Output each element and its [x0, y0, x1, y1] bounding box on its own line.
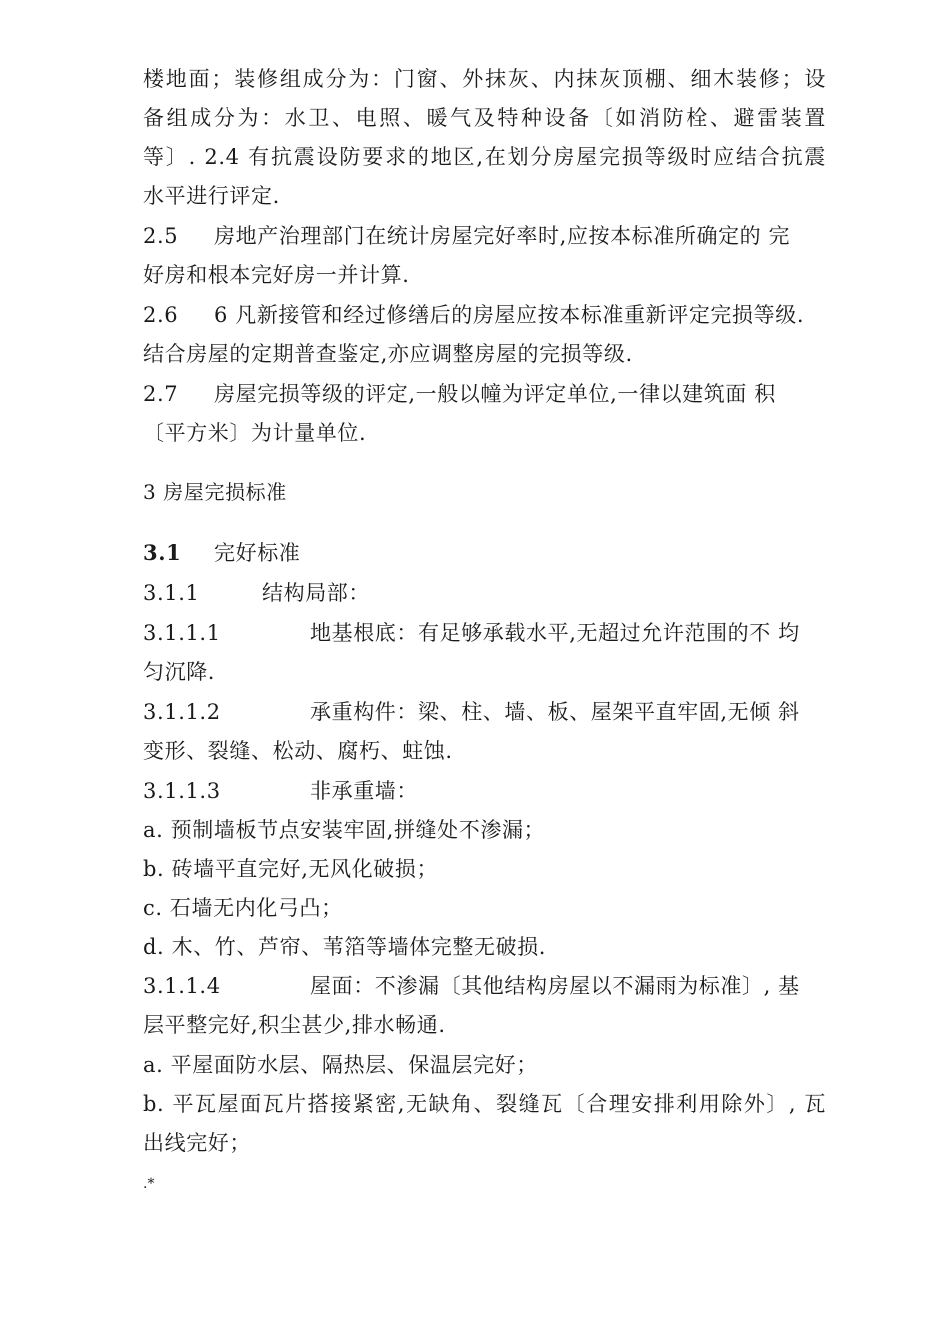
section-number: 2.5: [143, 224, 179, 248]
text-line: 房屋完损等级的评定,一般以幢为评定单位,一律以建筑面 积: [214, 382, 776, 406]
text-line: 地基根底：有足够承载水平,无超过允许范围的不 均: [310, 621, 800, 645]
section-number: 3.1.1.2: [143, 700, 221, 724]
text-line: 变形、裂缝、松动、腐朽、蛀蚀.: [143, 739, 453, 763]
section-number: 3.1: [143, 540, 182, 565]
text-line: 〔平方米〕为计量单位.: [143, 421, 367, 445]
text-line: 6 凡新接管和经过修缮后的房屋应按本标准重新评定完损等级.: [214, 303, 805, 327]
text-line: 房地产治理部门在统计房屋完好率时,应按本标准所确定的 完: [214, 224, 791, 248]
section-number: 3.1.1.3: [143, 779, 221, 803]
text-line: 屋面：不渗漏〔其他结构房屋以不漏雨为标准〕, 基: [310, 974, 800, 998]
text-line: 好房和根本完好房一并计算.: [143, 263, 410, 287]
subsection-title: 完好标准: [214, 541, 301, 565]
list-item: c. 石墙无内化弓凸；: [143, 896, 343, 920]
text-line: 水平进行评定.: [143, 184, 280, 208]
section-number: 2.7: [143, 382, 179, 406]
section-number: 2.6: [143, 303, 179, 327]
section-number: 3.1.1.4: [143, 974, 221, 998]
list-item: 出线完好；: [143, 1131, 251, 1155]
section-heading: 3 房屋完损标准: [143, 480, 287, 504]
list-item: b. 平瓦屋面瓦片搭接紧密,无缺角、裂缝瓦〔合理安排利用除外〕, 瓦: [143, 1092, 826, 1116]
text-line: 楼地面；装修组成分为：门窗、外抹灰、内抹灰顶棚、细木装修；设: [143, 67, 826, 91]
text-line: 结合房屋的定期普查鉴定,亦应调整房屋的完损等级.: [143, 342, 633, 366]
section-number: 3.1.1.1: [143, 621, 221, 645]
list-item: a. 平屋面防水层、隔热层、保温层完好；: [143, 1053, 538, 1077]
list-item: a. 预制墙板节点安装牢固,拼缝处不渗漏；: [143, 818, 546, 842]
text-line: 等〕. 2.4 有抗震设防要求的地区,在划分房屋完损等级时应结合抗震: [143, 145, 826, 169]
subsection-title: 非承重墙：: [310, 779, 418, 803]
list-item: b. 砖墙平直完好,无风化破损；: [143, 857, 439, 881]
text-line: 承重构件：梁、柱、墙、板、屋架平直牢固,无倾 斜: [310, 700, 800, 724]
text-line: 匀沉降.: [143, 660, 216, 684]
section-number: 3.1.1: [143, 581, 200, 605]
list-item: d. 木、竹、芦帘、苇箔等墙体完整无破损.: [143, 935, 547, 959]
text-line: 层平整完好,积尘甚少,排水畅通.: [143, 1013, 446, 1037]
footer-mark: .*: [143, 1176, 155, 1192]
text-line: 备组成分为：水卫、电照、暖气及特种设备〔如消防栓、避雷装置: [143, 106, 826, 130]
subsection-title: 结构局部：: [262, 581, 370, 605]
